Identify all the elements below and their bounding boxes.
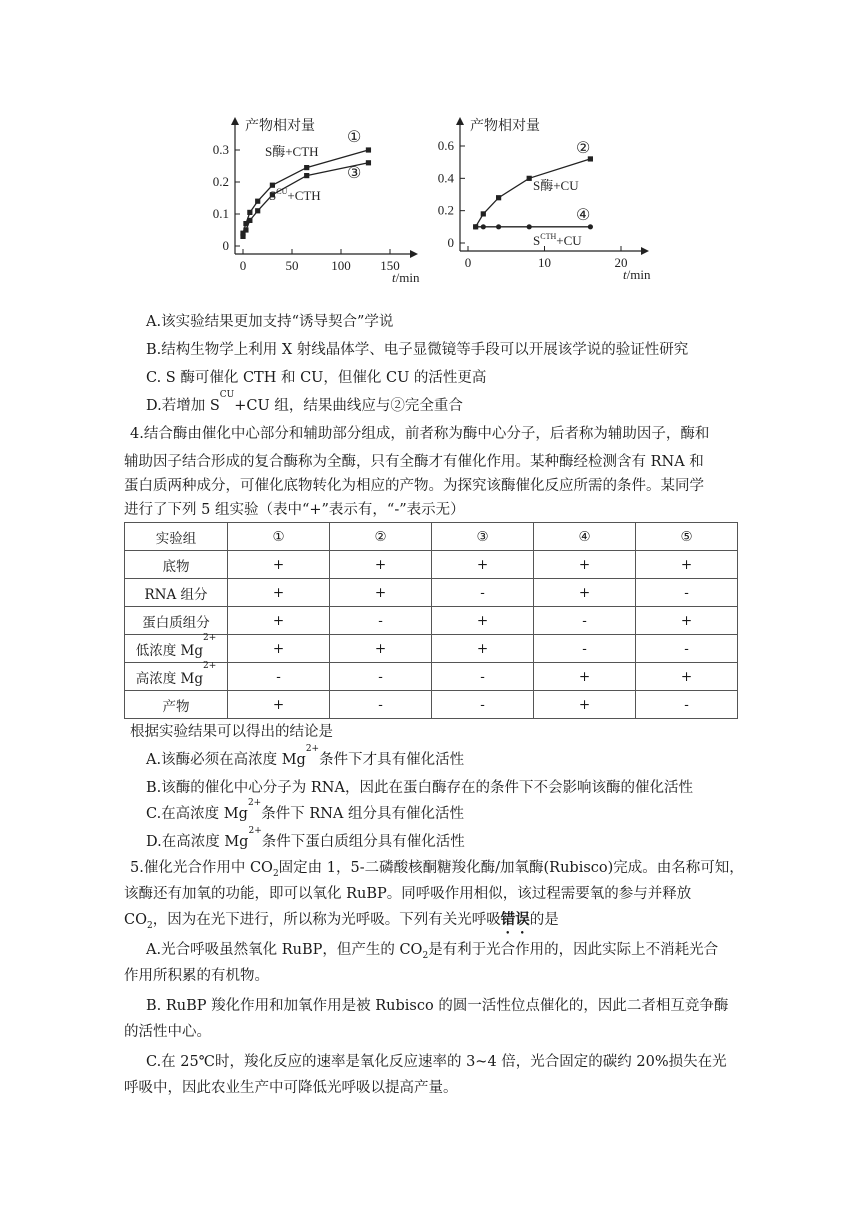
y-axis-arrow — [231, 117, 239, 125]
y-tick-label: 0 — [447, 235, 454, 250]
table-cell: + — [636, 551, 738, 579]
table-cell: + — [432, 635, 534, 663]
data-point — [527, 224, 532, 229]
series-marker: ③ — [347, 165, 362, 182]
table-cell: - — [636, 579, 738, 607]
data-point — [255, 208, 260, 213]
table-cell: - — [432, 579, 534, 607]
table-header-label: 实验组 — [125, 523, 228, 551]
row-label-superscript: 2+ — [202, 660, 217, 671]
table-cell: + — [228, 551, 330, 579]
data-point — [247, 218, 252, 223]
row-label — [125, 579, 228, 607]
data-point — [527, 176, 532, 181]
data-point — [588, 156, 593, 161]
q4-option-a — [146, 744, 465, 770]
superscript: CU — [219, 390, 235, 400]
data-point — [304, 173, 309, 178]
table-cell: - — [534, 635, 636, 663]
table-cell: - — [330, 663, 432, 691]
table-cell: + — [228, 579, 330, 607]
q4-stem: 根据实验结果可以得出的结论是 — [130, 724, 333, 740]
text: 条件下才具有催化活性 — [319, 752, 465, 768]
text: D.若增加 S — [146, 398, 220, 414]
subscript: 2 — [146, 920, 153, 931]
row-label — [125, 551, 228, 579]
table-cell: + — [330, 635, 432, 663]
table-cell: + — [432, 551, 534, 579]
q4-option-b: B.该酶的催化中心分子为 RNA，因此在蛋白酶存在的条件下不会影响该酶的催化活性 — [146, 780, 693, 796]
y-tick-label: 0 — [222, 238, 229, 253]
q3-option-c: C. S 酶可催化 CTH 和 CU，但催化 CU 的活性更高 — [146, 370, 487, 386]
data-point — [304, 165, 309, 170]
data-point — [240, 234, 245, 239]
text: C.在高浓度 Mg — [146, 806, 248, 822]
table-cell: - — [636, 635, 738, 663]
y-tick-label: 0.4 — [437, 170, 454, 186]
q5-line-1 — [130, 858, 744, 878]
text: ，因为在光下进行，所以称为光呼吸。下列有关光呼吸 — [152, 912, 501, 928]
series-label: S酶+CU — [533, 178, 579, 193]
table-cell: + — [228, 607, 330, 635]
table-header-cell: ④ — [534, 523, 636, 551]
x-label-var: t — [623, 267, 627, 282]
subscript: 2 — [422, 950, 429, 961]
y-tick-label: 0.2 — [212, 174, 229, 189]
row-label — [125, 660, 228, 691]
text: 5.催化光合作用中 CO — [130, 860, 273, 876]
experiment-table-body — [125, 523, 738, 719]
subscript: 2 — [272, 868, 279, 879]
series-marker: ④ — [576, 207, 591, 224]
q4-line-1: 4.结合酶由催化中心部分和辅助部分组成，前者称为酶中心分子，后者称为辅助因子，酶和 — [130, 426, 710, 442]
table-cell: - — [330, 607, 432, 635]
row-label — [125, 632, 228, 663]
superscript: 2+ — [247, 798, 262, 808]
x-tick-label: 150 — [380, 258, 400, 273]
q5-line-2: 该酶还有加氧的功能，即可以氧化 RuBP。同呼吸作用相似，该过程需要氧的参与并释放 — [124, 886, 692, 902]
data-point — [473, 224, 478, 229]
y-tick-label: 0.2 — [437, 202, 454, 218]
q5-option-c-line-2: 呼吸中，因此农业生产中可降低光呼吸以提高产量。 — [124, 1080, 458, 1096]
data-point — [243, 227, 248, 232]
row-label-text: 底物 — [162, 558, 190, 575]
q4-line-4: 进行了下列 5 组实验（表中“+”表示有，“-”表示无） — [124, 502, 465, 518]
data-point — [481, 211, 486, 216]
data-point — [366, 147, 371, 152]
table-row — [125, 579, 738, 607]
table-cell: - — [432, 663, 534, 691]
label-sup: CU — [276, 187, 288, 196]
label-rest: +CTH — [287, 188, 321, 203]
x-tick-label: 50 — [285, 258, 299, 273]
q5-option-a-line-1 — [146, 940, 718, 960]
table-cell: + — [534, 551, 636, 579]
table-cell: + — [330, 579, 432, 607]
emphasis-word: 错误 — [500, 911, 530, 928]
q5-option-a-line-2: 作用所积累的有机物。 — [124, 968, 269, 984]
q5-option-b-line-2: 的活性中心。 — [124, 1024, 211, 1040]
charts-svg — [200, 108, 660, 298]
table-cell: - — [432, 691, 534, 719]
superscript: 2+ — [305, 744, 320, 754]
table-cell: + — [534, 691, 636, 719]
x-label-unit: /min — [626, 267, 651, 282]
q4-line-3: 蛋白质两种成分，可催化底物转化为相应的产物。为探究该酶催化反应所需的条件。某同学 — [124, 478, 704, 494]
q4-option-c — [146, 798, 465, 824]
text: 条件下蛋白质组分具有催化活性 — [261, 834, 465, 850]
text: D.在高浓度 Mg — [146, 834, 249, 850]
text: A.该酶必须在高浓度 Mg — [146, 752, 306, 768]
q3-option-a: A.该实验结果更加支持“诱导契合”学说 — [146, 314, 394, 330]
label-main: S — [533, 233, 541, 248]
q5-option-b-line-1: B. RuBP 羧化作用和加氧作用是被 Rubisco 的圆一活性位点催化的，因此二者相互竞争酶 — [146, 998, 729, 1014]
table-row — [125, 635, 738, 663]
q4-line-2: 辅助因子结合形成的复合酶称为全酶，只有全酶才有催化作用。某种酶经检测含有 RNA 和 — [124, 454, 704, 470]
row-label — [125, 607, 228, 635]
table-cell: + — [636, 607, 738, 635]
table-header-cell: ② — [330, 523, 432, 551]
label-main: S — [269, 188, 277, 203]
table-cell: - — [534, 607, 636, 635]
table-cell: - — [228, 663, 330, 691]
table-cell: + — [228, 691, 330, 719]
row-label-text: 蛋白质组分 — [142, 614, 210, 631]
row-label-superscript: 2+ — [202, 632, 217, 643]
label-sup: CTH — [540, 232, 557, 241]
series-marker: ② — [576, 140, 591, 157]
table-cell: + — [534, 579, 636, 607]
y-tick-label: 0.3 — [212, 142, 229, 157]
x-tick-label: 0 — [464, 255, 472, 270]
data-point — [247, 210, 252, 215]
table-cell: + — [330, 551, 432, 579]
label-rest: +CU — [556, 233, 582, 248]
x-label-unit: /min — [395, 270, 420, 285]
x-tick-label: 0 — [239, 258, 247, 273]
y-axis-label: 产物相对量 — [245, 119, 315, 134]
data-point — [496, 195, 501, 200]
data-point — [496, 224, 501, 229]
x-label-var: t — [392, 270, 396, 285]
series-label — [533, 232, 582, 248]
series-label — [269, 187, 321, 203]
table-header-cell: ③ — [432, 523, 534, 551]
x-tick-label: 20 — [614, 255, 628, 270]
text: A.光合呼吸虽然氧化 RuBP，但产生的 CO — [146, 942, 423, 958]
x-tick-label: 10 — [538, 255, 551, 270]
x-axis-arrow — [641, 247, 649, 255]
table-header-row — [125, 523, 738, 551]
table-cell: + — [228, 635, 330, 663]
table-cell: + — [534, 663, 636, 691]
y-tick-label: 0.6 — [437, 138, 454, 153]
data-point — [481, 224, 486, 229]
experiment-table — [124, 522, 738, 719]
q3-option-d — [146, 390, 463, 416]
text: 固定由 1，5-二磷酸核酮糖羧化酶/加氧酶(Rubisco)完成。由名称可知， — [278, 860, 744, 876]
data-point — [255, 199, 260, 204]
table-row — [125, 551, 738, 579]
x-tick-label: 100 — [331, 258, 351, 273]
q5-option-c-line-1: C.在 25℃时，羧化反应的速率是氧化反应速率的 3~4 倍，光合固定的碳约 20%损失在光 — [146, 1054, 727, 1070]
data-point — [366, 160, 371, 165]
table-cell: + — [636, 663, 738, 691]
series-marker: ① — [347, 129, 362, 146]
data-point — [588, 224, 593, 229]
q5-line-3 — [124, 910, 559, 937]
row-label-text: 低浓度 Mg — [135, 642, 203, 659]
text: 条件下 RNA 组分具有催化活性 — [261, 806, 465, 822]
row-label-text: RNA 组分 — [144, 586, 208, 603]
q4-option-d — [146, 826, 465, 852]
row-label — [125, 691, 228, 719]
table-row — [125, 691, 738, 719]
text: 的是 — [529, 912, 559, 928]
y-axis-arrow — [456, 117, 464, 125]
y-axis-label: 产物相对量 — [470, 119, 540, 134]
table-row — [125, 663, 738, 691]
row-label-text: 高浓度 Mg — [135, 670, 203, 687]
table-cell: - — [636, 691, 738, 719]
product-charts — [200, 108, 660, 298]
y-tick-label: 0.1 — [212, 206, 229, 221]
row-label-text: 产物 — [162, 698, 190, 715]
series-label: S酶+CTH — [265, 144, 319, 159]
superscript: 2+ — [248, 826, 262, 836]
table-header-cell: ① — [228, 523, 330, 551]
text: 是有利于光合作用的，因此实际上不消耗光合 — [428, 942, 719, 958]
text: +CU 组，结果曲线应与②完全重合 — [234, 398, 463, 414]
table-header-cell: ⑤ — [636, 523, 738, 551]
q3-option-b: B.结构生物学上利用 X 射线晶体学、电子显微镜等手段可以开展该学说的验证性研究 — [146, 342, 689, 358]
table-cell: - — [330, 691, 432, 719]
x-axis-arrow — [410, 250, 418, 258]
table-row — [125, 607, 738, 635]
table-cell: + — [432, 607, 534, 635]
text: CO — [124, 912, 147, 928]
